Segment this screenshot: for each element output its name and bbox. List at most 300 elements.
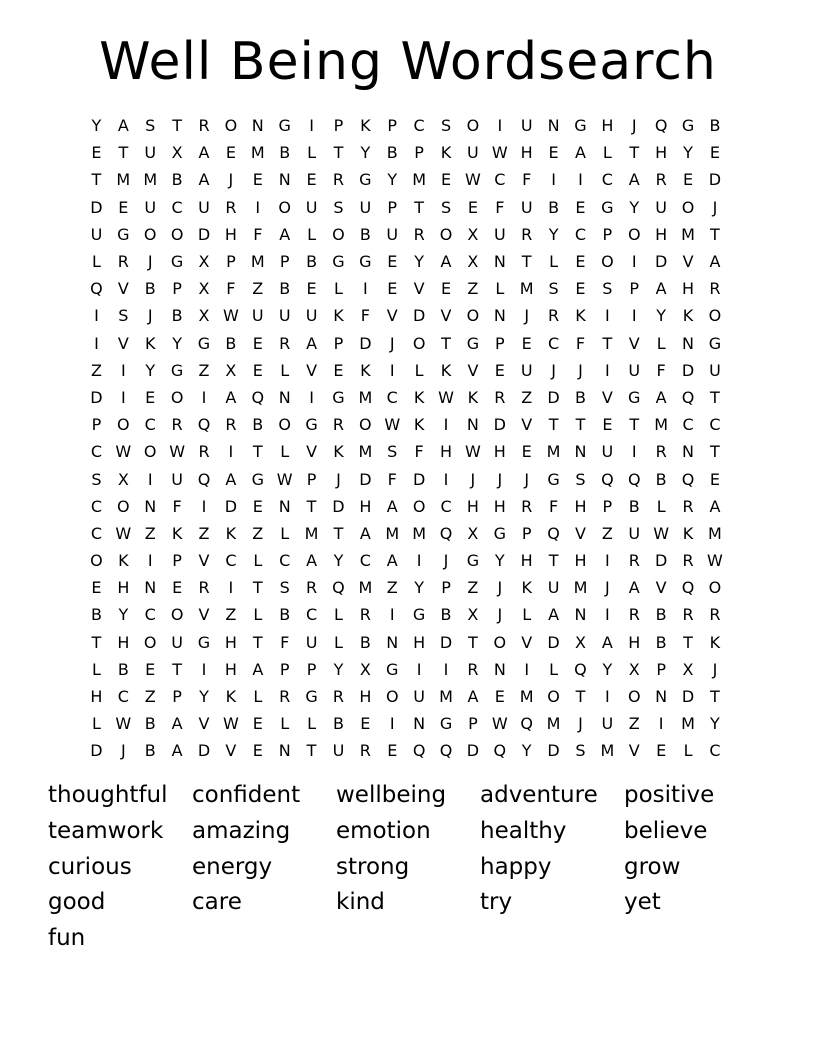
grid-letter: Y bbox=[360, 143, 371, 163]
grid-letter: K bbox=[440, 360, 452, 380]
grid-letter: D bbox=[547, 632, 560, 652]
grid-letter: K bbox=[118, 551, 129, 571]
grid-letter: U bbox=[520, 116, 533, 136]
grid-letter: N bbox=[682, 442, 695, 462]
grid-letter: G bbox=[601, 197, 614, 217]
grid-letter: P bbox=[656, 659, 666, 679]
grid-letter: A bbox=[198, 143, 210, 163]
grid-letter: T bbox=[252, 632, 263, 652]
grid-letter: W bbox=[465, 442, 481, 462]
grid-letter: Q bbox=[197, 469, 211, 489]
grid-letter: G bbox=[170, 360, 184, 380]
grid-letter: A bbox=[709, 252, 721, 272]
grid-letter: X bbox=[359, 659, 371, 679]
grid-letter: J bbox=[147, 252, 153, 272]
grid-letter: B bbox=[171, 170, 183, 190]
grid-letter: P bbox=[172, 279, 182, 299]
grid-letter: U bbox=[413, 687, 425, 707]
grid-letter: D bbox=[332, 496, 345, 516]
grid-letter: G bbox=[574, 116, 587, 136]
grid-letter: N bbox=[144, 496, 157, 516]
grid-letter: E bbox=[387, 252, 398, 272]
grid-letter: L bbox=[656, 496, 666, 516]
grid-letter: C bbox=[709, 741, 721, 761]
grid-letter: O bbox=[708, 306, 722, 326]
grid-letter: M bbox=[600, 741, 615, 761]
grid-letter: M bbox=[358, 578, 373, 598]
grid-letter: S bbox=[279, 578, 290, 598]
grid-letter: P bbox=[468, 714, 478, 734]
grid-letter: O bbox=[547, 687, 560, 707]
grid-letter: D bbox=[197, 224, 211, 244]
grid-letter: R bbox=[709, 279, 721, 299]
grid-letter: M bbox=[681, 224, 695, 244]
grid-letter: V bbox=[601, 387, 613, 407]
grid-letter: R bbox=[494, 387, 506, 407]
grid-letter: B bbox=[655, 605, 667, 625]
grid-letter: E bbox=[682, 170, 694, 190]
grid-letter: R bbox=[225, 197, 237, 217]
grid-letter: Z bbox=[521, 387, 533, 407]
grid-letter: O bbox=[143, 442, 157, 462]
word-list-item: care bbox=[192, 889, 242, 916]
grid-letter: K bbox=[144, 333, 156, 353]
grid-letter: H bbox=[682, 279, 695, 299]
grid-letter: U bbox=[332, 741, 345, 761]
grid-letter: M bbox=[654, 415, 669, 435]
grid-letter: V bbox=[306, 360, 318, 380]
grid-letter: I bbox=[631, 252, 637, 272]
grid-letter: C bbox=[117, 687, 129, 707]
word-list-item: thoughtful bbox=[48, 782, 168, 808]
grid-letter: R bbox=[332, 687, 345, 707]
grid-letter: I bbox=[389, 360, 395, 380]
grid-letter: O bbox=[117, 415, 130, 435]
grid-letter: E bbox=[118, 197, 129, 217]
grid-letter: E bbox=[575, 197, 586, 217]
grid-letter: L bbox=[656, 333, 666, 353]
grid-letter: J bbox=[228, 170, 234, 190]
grid-letter: P bbox=[521, 523, 532, 543]
grid-letter: O bbox=[117, 496, 130, 516]
grid-letter: B bbox=[144, 741, 156, 761]
grid-letter: Y bbox=[414, 578, 425, 598]
grid-letter: I bbox=[605, 551, 610, 571]
grid-letter: Q bbox=[520, 714, 533, 734]
grid-letter: E bbox=[145, 387, 156, 407]
grid-letter: C bbox=[90, 496, 103, 516]
word-list-item: strong bbox=[336, 853, 410, 880]
grid-letter: K bbox=[521, 578, 532, 598]
grid-letter: A bbox=[655, 279, 667, 299]
grid-letter: S bbox=[91, 469, 102, 489]
grid-letter: N bbox=[574, 605, 587, 625]
grid-letter: I bbox=[120, 387, 126, 407]
grid-letter: V bbox=[117, 279, 129, 299]
grid-letter: I bbox=[443, 469, 449, 489]
grid-letter: N bbox=[655, 687, 668, 707]
grid-letter: L bbox=[280, 442, 290, 462]
grid-letter: O bbox=[143, 224, 157, 244]
grid-letter: I bbox=[551, 170, 556, 190]
grid-letter: K bbox=[575, 306, 586, 326]
grid-letter: W bbox=[115, 442, 132, 462]
grid-letter: L bbox=[280, 714, 290, 734]
grid-letter: Y bbox=[414, 252, 425, 272]
grid-letter: E bbox=[306, 170, 317, 190]
grid-letter: I bbox=[94, 333, 99, 353]
grid-letter: H bbox=[601, 116, 614, 136]
grid-letter: G bbox=[681, 116, 695, 136]
grid-letter: R bbox=[279, 333, 291, 353]
grid-letter: J bbox=[336, 469, 341, 489]
grid-letter: G bbox=[547, 469, 560, 489]
grid-letter: S bbox=[145, 116, 156, 136]
grid-letter: L bbox=[280, 523, 290, 543]
grid-letter: T bbox=[575, 687, 586, 707]
grid-letter: C bbox=[386, 387, 398, 407]
grid-letter: V bbox=[413, 279, 425, 299]
grid-letter: N bbox=[278, 170, 291, 190]
grid-letter: L bbox=[414, 360, 424, 380]
grid-letter: Q bbox=[601, 469, 614, 489]
grid-letter: U bbox=[520, 360, 533, 380]
grid-letter: K bbox=[333, 306, 344, 326]
page-title: Well Being Wordsearch bbox=[99, 32, 717, 92]
grid-letter: R bbox=[359, 605, 371, 625]
grid-letter: U bbox=[601, 714, 614, 734]
grid-letter: E bbox=[548, 143, 559, 163]
grid-letter: Y bbox=[548, 224, 559, 244]
grid-letter: I bbox=[309, 387, 314, 407]
grid-letter: Z bbox=[198, 360, 210, 380]
word-list-item: happy bbox=[480, 853, 552, 880]
grid-letter: I bbox=[631, 442, 637, 462]
word-list-item: amazing bbox=[192, 817, 291, 844]
grid-letter: Z bbox=[252, 523, 264, 543]
grid-letter: X bbox=[682, 659, 694, 679]
grid-letter: L bbox=[307, 714, 317, 734]
grid-letter: E bbox=[602, 415, 613, 435]
grid-letter: C bbox=[279, 551, 291, 571]
grid-letter: K bbox=[413, 415, 425, 435]
grid-letter: E bbox=[172, 578, 183, 598]
grid-letter: Q bbox=[681, 387, 695, 407]
grid-letter: V bbox=[198, 605, 210, 625]
grid-letter: W bbox=[491, 143, 508, 163]
grid-letter: B bbox=[655, 469, 667, 489]
grid-letter: B bbox=[306, 252, 318, 272]
grid-letter: A bbox=[386, 496, 398, 516]
grid-letter: Z bbox=[90, 360, 102, 380]
grid-letter: X bbox=[198, 252, 210, 272]
grid-letter: P bbox=[441, 578, 451, 598]
grid-letter: C bbox=[709, 415, 721, 435]
grid-letter: T bbox=[306, 496, 317, 516]
grid-letter: F bbox=[575, 333, 586, 353]
grid-letter: H bbox=[224, 632, 237, 652]
grid-letter: R bbox=[117, 252, 129, 272]
grid-letter: R bbox=[548, 306, 560, 326]
grid-letter: D bbox=[90, 741, 103, 761]
grid-letter: N bbox=[682, 333, 695, 353]
grid-letter: G bbox=[439, 714, 453, 734]
grid-letter: A bbox=[306, 333, 318, 353]
grid-letter: B bbox=[359, 224, 371, 244]
grid-letter: W bbox=[491, 714, 508, 734]
grid-letter: Q bbox=[412, 741, 426, 761]
grid-letter: D bbox=[439, 632, 453, 652]
grid-letter: I bbox=[362, 279, 368, 299]
grid-letter: J bbox=[578, 714, 583, 734]
grid-letter: T bbox=[548, 551, 559, 571]
grid-letter: B bbox=[386, 143, 398, 163]
grid-letter: U bbox=[171, 632, 183, 652]
grid-letter: L bbox=[91, 714, 101, 734]
grid-letter: M bbox=[412, 523, 427, 543]
grid-letter: F bbox=[522, 170, 532, 190]
grid-letter: G bbox=[305, 415, 318, 435]
grid-letter: T bbox=[602, 333, 613, 353]
grid-letter: K bbox=[709, 632, 721, 652]
grid-letter: Q bbox=[627, 469, 641, 489]
grid-letter: D bbox=[654, 252, 668, 272]
grid-letter: W bbox=[222, 714, 239, 734]
grid-letter: Z bbox=[386, 578, 398, 598]
grid-letter: M bbox=[143, 170, 158, 190]
grid-letter: Z bbox=[628, 714, 640, 734]
grid-letter: L bbox=[602, 143, 612, 163]
grid-letter: H bbox=[574, 496, 587, 516]
grid-letter: P bbox=[172, 687, 182, 707]
grid-letter: Q bbox=[681, 578, 695, 598]
grid-letter: V bbox=[198, 551, 210, 571]
grid-letter: I bbox=[605, 605, 610, 625]
grid-letter: A bbox=[117, 116, 129, 136]
grid-letter: D bbox=[412, 469, 426, 489]
grid-letter: E bbox=[145, 659, 156, 679]
grid-letter: C bbox=[305, 605, 318, 625]
grid-letter: T bbox=[118, 143, 129, 163]
grid-letter: O bbox=[170, 387, 184, 407]
grid-letter: G bbox=[170, 252, 184, 272]
grid-letter: B bbox=[171, 306, 183, 326]
grid-letter: T bbox=[172, 116, 182, 136]
grid-letter: O bbox=[385, 687, 399, 707]
grid-letter: R bbox=[413, 224, 425, 244]
grid-letter: I bbox=[443, 659, 449, 679]
grid-letter: R bbox=[682, 605, 694, 625]
grid-letter: O bbox=[143, 632, 157, 652]
grid-letter: V bbox=[306, 442, 318, 462]
grid-letter: T bbox=[710, 442, 720, 462]
grid-letter: K bbox=[333, 442, 344, 462]
grid-letter: I bbox=[94, 306, 99, 326]
grid-letter: G bbox=[628, 387, 641, 407]
grid-letter: P bbox=[306, 659, 317, 679]
grid-letter: H bbox=[574, 551, 587, 571]
grid-letter: B bbox=[440, 605, 452, 625]
grid-letter: M bbox=[250, 252, 265, 272]
grid-letter: S bbox=[387, 442, 398, 462]
grid-letter: X bbox=[628, 659, 640, 679]
grid-letter: P bbox=[414, 143, 424, 163]
grid-letter: A bbox=[440, 252, 452, 272]
grid-letter: O bbox=[627, 224, 641, 244]
grid-letter: L bbox=[334, 605, 343, 625]
grid-letter: A bbox=[575, 143, 586, 163]
grid-letter: J bbox=[389, 333, 395, 353]
grid-letter: A bbox=[601, 632, 613, 652]
grid-letter: J bbox=[497, 578, 503, 598]
grid-letter: T bbox=[710, 224, 720, 244]
grid-letter: Y bbox=[602, 659, 613, 679]
grid-letter: P bbox=[602, 224, 613, 244]
grid-letter: Y bbox=[629, 197, 640, 217]
grid-letter: W bbox=[438, 387, 454, 407]
grid-letter: F bbox=[253, 224, 263, 244]
grid-letter: X bbox=[467, 523, 479, 543]
grid-letter: X bbox=[467, 252, 479, 272]
grid-letter: D bbox=[547, 741, 560, 761]
grid-letter: H bbox=[117, 632, 130, 652]
grid-letter: A bbox=[628, 578, 640, 598]
grid-letter: B bbox=[90, 605, 102, 625]
grid-letter: I bbox=[658, 714, 664, 734]
grid-letter: E bbox=[440, 279, 452, 299]
grid-letter: H bbox=[90, 687, 103, 707]
grid-letter: K bbox=[360, 360, 371, 380]
grid-letter: J bbox=[605, 578, 610, 598]
grid-letter: J bbox=[551, 360, 556, 380]
grid-letter: M bbox=[546, 714, 561, 734]
grid-letter: V bbox=[117, 333, 129, 353]
grid-letter: L bbox=[495, 279, 505, 299]
grid-letter: X bbox=[171, 143, 183, 163]
grid-letter: C bbox=[359, 551, 371, 571]
grid-letter: W bbox=[222, 306, 239, 326]
grid-letter: H bbox=[520, 551, 533, 571]
grid-letter: E bbox=[387, 279, 398, 299]
grid-letter: M bbox=[439, 687, 453, 707]
grid-letter: X bbox=[225, 360, 237, 380]
grid-letter: J bbox=[524, 469, 530, 489]
grid-letter: U bbox=[601, 442, 614, 462]
grid-letter: J bbox=[120, 741, 126, 761]
grid-letter: F bbox=[360, 306, 370, 326]
grid-letter: H bbox=[493, 496, 506, 516]
grid-letter: L bbox=[280, 360, 290, 380]
grid-letter: E bbox=[440, 170, 452, 190]
grid-letter: X bbox=[198, 279, 210, 299]
grid-letter: J bbox=[712, 659, 718, 679]
word-list-item: emotion bbox=[336, 817, 431, 844]
grid-letter: A bbox=[655, 387, 667, 407]
grid-letter: N bbox=[493, 306, 506, 326]
grid-letter: E bbox=[467, 197, 478, 217]
grid-letter: C bbox=[548, 333, 560, 353]
grid-letter: I bbox=[605, 360, 610, 380]
grid-letter: Q bbox=[681, 469, 695, 489]
grid-letter: D bbox=[654, 551, 668, 571]
grid-letter: Y bbox=[656, 306, 667, 326]
grid-letter: T bbox=[252, 578, 263, 598]
grid-letter: Q bbox=[197, 415, 211, 435]
grid-letter: V bbox=[225, 741, 237, 761]
grid-letter: G bbox=[332, 387, 345, 407]
grid-letter: U bbox=[386, 224, 399, 244]
grid-letter: H bbox=[493, 442, 506, 462]
grid-letter: E bbox=[252, 741, 263, 761]
grid-letter: O bbox=[708, 578, 722, 598]
grid-letter: I bbox=[389, 714, 395, 734]
grid-letter: R bbox=[467, 659, 479, 679]
grid-letter: L bbox=[549, 252, 559, 272]
word-list-item: teamwork bbox=[48, 817, 164, 844]
word-list-item: positive bbox=[624, 782, 715, 808]
grid-letter: A bbox=[171, 714, 183, 734]
grid-letter: O bbox=[681, 197, 695, 217]
grid-letter: W bbox=[115, 523, 132, 543]
grid-letter: B bbox=[332, 714, 344, 734]
grid-letter: L bbox=[307, 224, 317, 244]
word-list bbox=[48, 778, 768, 957]
grid-letter: C bbox=[171, 197, 183, 217]
grid-letter: C bbox=[413, 116, 425, 136]
grid-letter: X bbox=[574, 632, 586, 652]
grid-letter: T bbox=[629, 415, 640, 435]
grid-letter: O bbox=[332, 224, 345, 244]
grid-letter: B bbox=[709, 116, 721, 136]
grid-letter: B bbox=[279, 279, 291, 299]
grid-letter: G bbox=[412, 605, 426, 625]
grid-letter: I bbox=[389, 605, 395, 625]
grid-letter: H bbox=[655, 224, 668, 244]
grid-letter: D bbox=[197, 741, 211, 761]
grid-letter: N bbox=[386, 632, 399, 652]
grid-letter: L bbox=[683, 741, 693, 761]
grid-letter: N bbox=[278, 741, 291, 761]
grid-letter: B bbox=[574, 387, 586, 407]
grid-letter: Q bbox=[439, 741, 453, 761]
grid-letter: Z bbox=[252, 279, 264, 299]
grid-letter: L bbox=[253, 605, 263, 625]
grid-letter: U bbox=[305, 197, 318, 217]
grid-letter: D bbox=[359, 469, 372, 489]
grid-letter: U bbox=[90, 224, 103, 244]
grid-letter: U bbox=[251, 306, 264, 326]
grid-letter: T bbox=[91, 170, 102, 190]
grid-letter: I bbox=[309, 116, 314, 136]
grid-letter: N bbox=[278, 387, 291, 407]
grid-letter: B bbox=[548, 197, 560, 217]
grid-letter: E bbox=[494, 687, 505, 707]
grid-letter: C bbox=[144, 415, 156, 435]
grid-letter: T bbox=[683, 632, 693, 652]
grid-letter: U bbox=[144, 197, 157, 217]
word-list-item: curious bbox=[48, 853, 132, 880]
grid-letter: B bbox=[628, 496, 640, 516]
grid-letter: L bbox=[253, 551, 263, 571]
grid-letter: A bbox=[198, 170, 210, 190]
grid-letter: G bbox=[251, 469, 264, 489]
grid-letter: U bbox=[547, 578, 560, 598]
grid-letter: M bbox=[708, 523, 722, 543]
grid-letter: P bbox=[494, 333, 505, 353]
grid-letter: N bbox=[493, 659, 506, 679]
grid-letter: D bbox=[547, 387, 560, 407]
grid-letter: T bbox=[333, 523, 344, 543]
